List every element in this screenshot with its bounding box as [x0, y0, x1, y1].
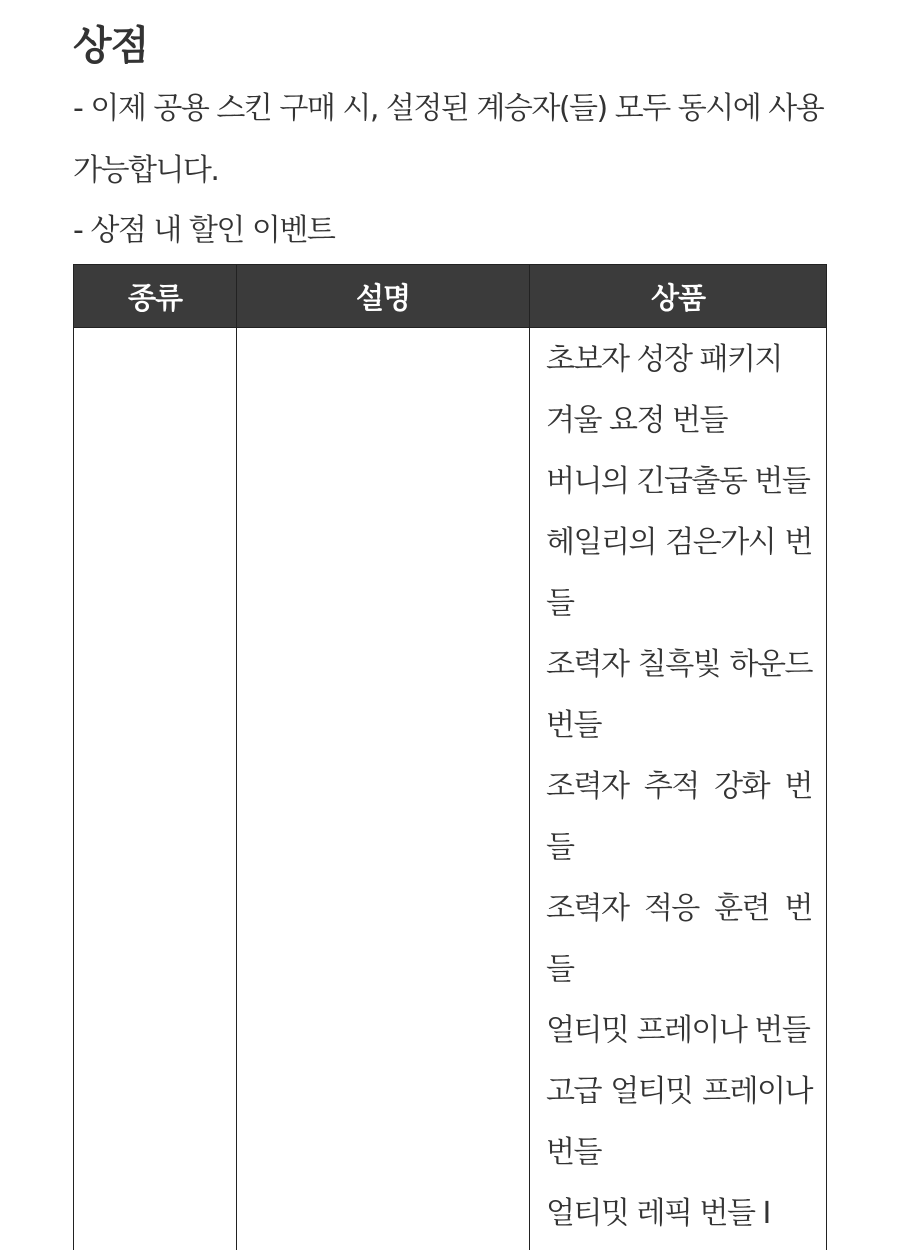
cell-products	[530, 328, 827, 1250]
table-row	[74, 328, 827, 1250]
product-item: 얼티밋 레픽 번들 I	[546, 1196, 770, 1231]
header-products: 상품	[530, 265, 827, 328]
shop-table	[73, 264, 827, 1250]
page-title: 상점	[73, 23, 149, 69]
note-discount-event: - 상점 내 할인 이벤트	[73, 213, 335, 248]
product-item: 조력자 추적 강화 번들	[546, 769, 812, 865]
product-list	[530, 328, 826, 1244]
product-item: 얼티밋 프레이나 번들	[546, 1013, 810, 1048]
product-item: 헤일리의 검은가시 번들	[546, 525, 812, 621]
product-item: 조력자 적응 훈련 번들	[546, 891, 812, 987]
table-header-row	[74, 265, 827, 328]
cell-kind	[74, 328, 237, 1250]
product-item: 고급 얼티밋 프레이나 번들	[546, 1074, 812, 1170]
header-description: 설명	[237, 265, 530, 328]
cell-description	[237, 328, 530, 1250]
note-shared-skin: - 이제 공용 스킨 구매 시, 설정된 계승자(들) 모두 동시에 사용 가능합니다.	[73, 91, 824, 188]
product-item: 초보자 성장 패키지	[546, 342, 782, 377]
product-item: 겨울 요정 번들	[546, 403, 727, 438]
header-kind: 종류	[74, 265, 237, 328]
product-item: 버니의 긴급출동 번들	[546, 464, 810, 499]
product-item: 조력자 칠흑빛 하운드 번들	[546, 647, 812, 743]
